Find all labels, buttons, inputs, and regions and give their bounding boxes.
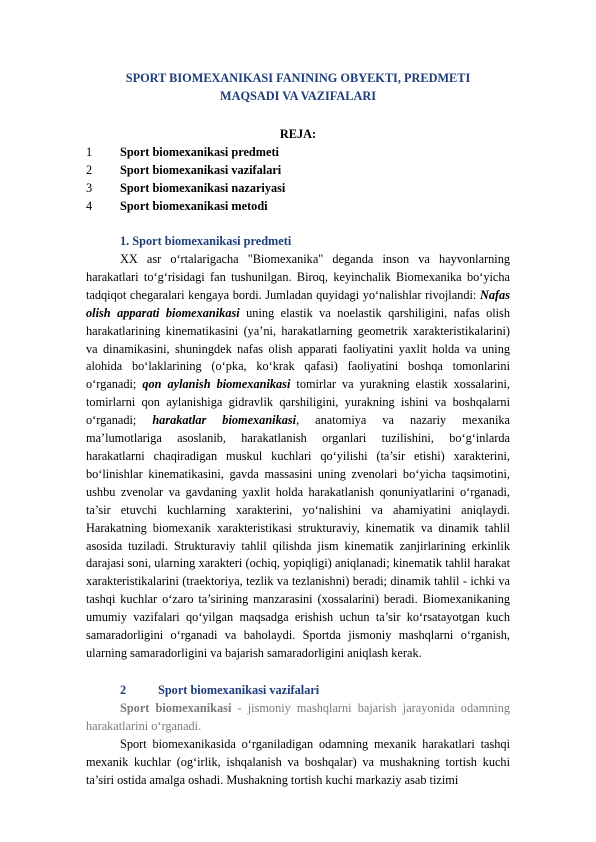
- plan-heading: REJA:: [279, 127, 317, 141]
- title-line-2: MAQSADI VA VAZIFALARI: [219, 88, 377, 103]
- section-1-heading: 1. Sport biomexanikasi predmeti: [120, 234, 292, 248]
- emphasis-term: harakatlar biomexanikasi: [152, 413, 297, 428]
- emphasis-term: qon aylanish biomexanikasi: [142, 377, 291, 392]
- section-2-title: Sport biomexanikasi vazifalari: [158, 683, 320, 697]
- plan-item: [86, 144, 510, 162]
- definition-term: Sport biomexanikasi: [120, 701, 232, 715]
- plan-list: [86, 144, 510, 216]
- definition-text: - jismoniy mashqlarni bajarish jarayonida odamning harakatlarini o‘rganadi.: [86, 701, 510, 733]
- plan-item-number: 2: [86, 162, 93, 177]
- plan-item: [86, 162, 510, 180]
- section-2-heading: [120, 682, 319, 700]
- section-2-definition: [86, 700, 510, 736]
- plan-item-text: Sport biomexanikasi vazifalari: [120, 162, 282, 177]
- plan-item-number: 1: [86, 145, 93, 159]
- plan-item-number: 4: [86, 198, 93, 213]
- document-title: [86, 70, 510, 106]
- plan-item: [86, 198, 510, 216]
- paragraph-text: , anatomiya va nazariy mexanika ma’lumotlariga asoslanib, harakatlanish organlari tuzilishini, bo‘g‘inlarda harakatlarni chaqiradigan muskul kuchlari qo‘yilishi (ta’sir etishi) xarakterini, bo‘linishlar kinematikasini, gavda massasini uning zvenolari bo‘yicha taqsimotini, ushbu zvenolar va gavdaning yaxlit holda harakatlanish qonuniyatlarini o‘rganadi, ta’sir etuvchi kuchlarning xarakterini, yo‘nalishini va ahamiyatini aniqlaydi. Harakatning biomexanik xarakteristikasi strukturaviy, kinematik va dinamik tahlil asosida tuziladi. Strukturaviy tahlil qilishda jism kinematik zanjirlarining erkinlik darajasi soni, ularning xarakteri (ochiq, yopiqligi) aniqlanadi; kinematik tahlil harakat xarakteristikalarini (traektoriya, tezlik va tezlanishni) beradi; dinamik tahlil - ichki va tashqi kuchlar o‘zaro ta’sirining manzarasini (xossalarini) beradi. Biomexanikaning umumiy vazifalari qo‘yilgan maqsadga erishish uchun ta’sir ko‘rsatayotgan kuch samaradorligini o‘rganadi va baholaydi. Sportda jismoniy mashqlarni o‘rganish, ularning samaradorligini va bajarish samaradorligini aniqlash kerak.: [86, 413, 510, 660]
- plan-item-text: Sport biomexanikasi metodi: [120, 198, 268, 213]
- paragraph-text: XX asr o‘rtalarigacha "Biomexanika" deganda inson va hayvonlarning harakatlari to‘g‘risidagi fan tushunilgan. Biroq, keyinchalik Biomexanika bo‘yicha tadqiqot chegaralari kengaya bordi. Jumladan quyidagi yo‘nalishlar rivojlandi:: [86, 252, 510, 302]
- plan-item-text: Sport biomexanikasi predmeti: [120, 145, 279, 159]
- paragraph-text: tomirlar va yurakning elastik xossalarini, tomirlarni qon aylanishiga gidravlik qarshiligini, yurakning ishini va boshqalarni o‘rganadi;: [86, 377, 511, 428]
- plan-item-text: Sport biomexanikasi nazariyasi: [120, 180, 286, 195]
- section-2-number: 2: [120, 683, 127, 697]
- plan-item: [86, 180, 510, 198]
- paragraph-text: uning elastik va noelastik qarshiligini, nafas olish harakatlarining kinematikasini (ya’ni, harakatlarning geometrik xarakteristikalarini) va dinamikasini, shuningdek nafas olish apparati faoliyatini yaxlit holda va uning alohida bo‘laklarining (o‘pka, ko‘krak qafasi) faoliyatini boshqa tomonlarini o‘rganadi;: [86, 305, 510, 392]
- plan-item-number: 3: [86, 180, 93, 195]
- section-2-paragraph: Sport biomexanikasida o‘rganiladigan odamning mexanik harakatlari tashqi mexanik kuchlar (og‘irlik, ishqalanish va boshqalar) va mushakning tortish kuchi ta’siri ostida amalga oshadi. Mushakning tortish kuchi markaziy asab tizimi: [86, 737, 510, 787]
- emphasis-term: Nafas olish apparati biomexanikasi: [86, 287, 510, 320]
- section-1-paragraph: [86, 251, 510, 663]
- title-line-1: SPORT BIOMEXANIKASI FANINING OBYEKTI, PREDMETI: [125, 71, 471, 85]
